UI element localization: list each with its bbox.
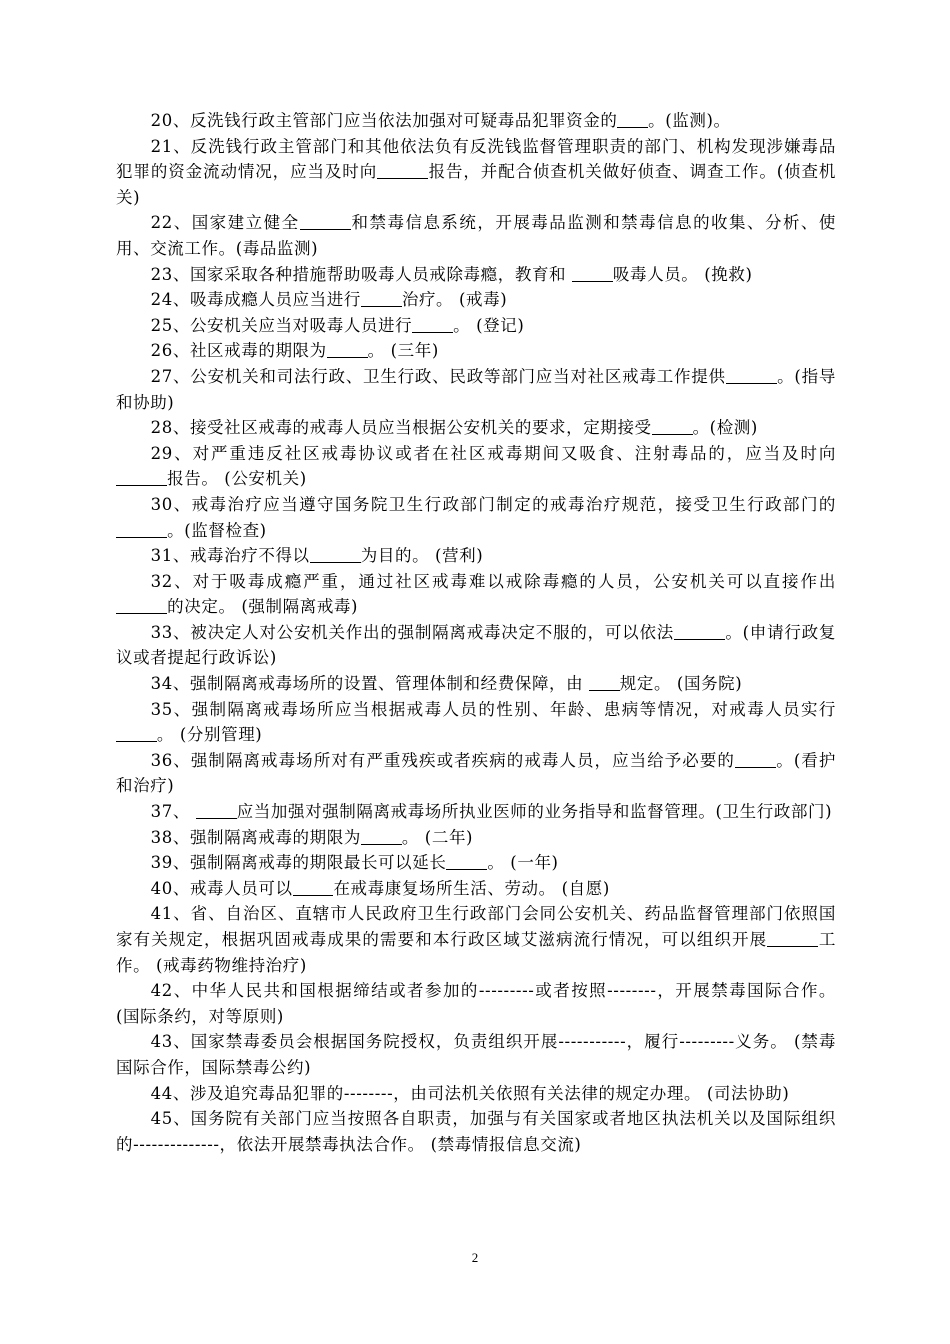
question-number: 34 (150, 674, 173, 694)
question-number: 37 (150, 802, 173, 822)
question-item (116, 441, 836, 492)
fill-blank (327, 341, 368, 359)
question-item (116, 287, 836, 313)
question-number: 23 (150, 264, 173, 284)
question-number: 20 (150, 111, 173, 130)
question-text: 、国务院有关部门应当按照各自职责，加强与有关国家或者地区执法机关以及国际组织的--------------，依法开展禁毒执法合作。 (禁毒情报信息交流) (116, 1109, 836, 1154)
question-answer-text: 在戒毒康复场所生活、劳动。 (自愿) (333, 878, 610, 898)
question-answer-text: 。 (分别管理) (156, 725, 263, 745)
question-text: 、国家禁毒委员会根据国务院授权，负责组织开展-----------，履行---------义务。 (禁毒国际合作，国际禁毒公约) (116, 1032, 836, 1077)
question-text: 、对严重违反社区戒毒协议或者在社区戒毒期间又吸食、注射毒品的，应当及时向 (172, 443, 836, 463)
page-number: 2 (471, 1250, 479, 1265)
fill-blank (310, 546, 361, 564)
question-answer-text: 工作。 (戒毒药物维持治疗) (116, 930, 836, 975)
question-text: 、反洗钱行政主管部门应当依法加强对可疑毒品犯罪资金的 (172, 111, 618, 130)
fill-blank (377, 162, 428, 180)
question-text: 、社区戒毒的期限为 (172, 341, 327, 361)
fill-blank (412, 315, 453, 333)
question-answer-text: 应当加强对强制隔离戒毒场所执业医师的业务指导和监督管理。(卫生行政部门) (236, 802, 833, 822)
fill-blank (726, 366, 777, 384)
question-number: 42 (150, 981, 173, 1001)
question-number: 28 (150, 418, 173, 438)
question-answer-text: 。(申请行政复议或者提起行政诉讼) (116, 622, 837, 668)
question-number: 32 (150, 571, 173, 591)
fill-blank (572, 264, 613, 282)
question-number: 21 (150, 136, 173, 156)
question-text: 、接受社区戒毒的戒毒人员应当根据公安机关的要求，定期接受 (172, 418, 652, 438)
question-answer-text: 。 (登记) (453, 315, 525, 335)
question-text: 、公安机关和司法行政、卫生行政、民政等部门应当对社区戒毒工作提供 (172, 366, 726, 386)
question-item (116, 1106, 836, 1157)
fill-blank (735, 750, 776, 768)
question-item (116, 697, 836, 748)
fill-blank (116, 520, 167, 538)
question-answer-text: 的决定。 (强制隔离戒毒) (167, 597, 359, 617)
question-item (116, 825, 836, 851)
question-item (116, 210, 836, 261)
question-text: 、中华人民共和国根据缔结或者参加的---------或者按照--------，开展禁毒国际合作。 (国际条约，对等原则) (116, 981, 836, 1026)
question-item (116, 262, 836, 288)
question-answer-text: 为目的。 (营利) (360, 546, 484, 566)
question-item (116, 543, 836, 569)
fill-blank (116, 597, 167, 615)
fill-blank (767, 930, 818, 948)
question-item (116, 876, 836, 902)
question-text: 、强制隔离戒毒的期限为 (172, 827, 361, 847)
question-number: 29 (150, 443, 173, 463)
question-number: 35 (150, 699, 173, 719)
question-answer-text: 治疗。 (戒毒) (401, 290, 508, 310)
question-text: 、被决定人对公安机关作出的强制隔离戒毒决定不服的，可以依法 (172, 622, 674, 642)
question-answer-text: 。(检测) (692, 418, 758, 438)
question-number: 44 (150, 1083, 173, 1103)
question-number: 26 (150, 341, 173, 361)
question-answer-text: 。(监测)。 (648, 111, 731, 130)
question-item (116, 108, 836, 134)
question-answer-text: 。(看护和治疗) (116, 750, 837, 796)
question-number: 38 (150, 827, 173, 847)
question-number: 45 (150, 1109, 173, 1129)
question-text: 、 (172, 802, 196, 822)
question-text: 、强制隔离戒毒场所对有严重残疾或者疾病的戒毒人员，应当给予必要的 (172, 750, 735, 770)
fill-blank (116, 469, 167, 487)
question-item (116, 1029, 836, 1080)
question-item (116, 1081, 836, 1107)
question-number: 43 (150, 1032, 173, 1052)
question-text: 、涉及追究毒品犯罪的--------，由司法机关依照有关法律的规定办理。 (司法协助) (172, 1083, 790, 1103)
question-answer-text: 。 (一年) (487, 853, 559, 873)
question-number: 27 (150, 366, 173, 386)
question-text: 、戒毒治疗不得以 (172, 546, 310, 566)
question-item (116, 492, 836, 543)
question-text: 、公安机关应当对吸毒人员进行 (172, 315, 413, 335)
question-text: 、国家建立健全 (172, 213, 300, 233)
question-answer-text: 。 (三年) (367, 341, 439, 361)
fill-blank (589, 674, 620, 692)
question-answer-text: 报告。 (公安机关) (167, 469, 307, 489)
question-item (116, 850, 836, 876)
question-text: 、戒毒治疗应当遵守国务院卫生行政部门制定的戒毒治疗规范，接受卫生行政部门的 (172, 494, 836, 514)
question-item (116, 313, 836, 339)
question-number: 40 (150, 878, 173, 898)
question-number: 24 (150, 290, 173, 310)
question-answer-text: 规定。 (国务院) (619, 674, 743, 694)
question-text: 、强制隔离戒毒场所的设置、管理体制和经费保障，由 (172, 674, 590, 694)
question-number: 33 (150, 622, 173, 642)
fill-blank (116, 725, 157, 743)
question-item (116, 338, 836, 364)
question-item (116, 799, 836, 825)
fill-blank (293, 878, 334, 896)
question-answer-text: 。(指导和协助) (116, 366, 836, 412)
question-answer-text: 报告，并配合侦查机关做好侦查、调查工作。(侦查机关) (116, 162, 836, 207)
question-text: 、省、自治区、直辖市人民政府卫生行政部门会同公安机关、药品监督管理部门依照国家有关规定，根据巩固戒毒成果的需要和本行政区域艾滋病流行情况，可以组织开展 (116, 904, 836, 949)
fill-blank (446, 853, 487, 871)
question-item (116, 364, 836, 415)
fill-blank (652, 418, 693, 436)
question-answer-text: 。 (二年) (401, 827, 474, 847)
question-number: 36 (150, 750, 173, 770)
fill-blank (300, 213, 351, 231)
question-item (116, 671, 836, 697)
question-list (116, 108, 836, 1157)
question-text: 、戒毒人员可以 (172, 878, 293, 898)
question-item (116, 978, 836, 1029)
question-item (116, 620, 836, 671)
question-text: 、强制隔离戒毒场所应当根据戒毒人员的性别、年龄、患病等情况，对戒毒人员实行 (172, 699, 836, 719)
question-answer-text: 。(监督检查) (167, 520, 267, 540)
question-number: 30 (150, 494, 173, 514)
question-number: 22 (150, 213, 173, 233)
fill-blank (361, 827, 402, 845)
fill-blank (361, 290, 402, 308)
question-text: 、对于吸毒成瘾严重，通过社区戒毒难以戒除毒瘾的人员，公安机关可以直接作出 (172, 571, 836, 591)
question-text: 、吸毒成瘾人员应当进行 (172, 290, 361, 310)
question-answer-text: 吸毒人员。 (挽救) (612, 264, 753, 284)
question-item (116, 569, 836, 620)
question-number: 39 (150, 853, 173, 873)
question-answer-text: 和禁毒信息系统，开展毒品监测和禁毒信息的收集、分析、使用、交流工作。(毒品监测) (116, 213, 837, 258)
fill-blank (196, 802, 237, 820)
question-number: 41 (150, 904, 173, 924)
question-item (116, 901, 836, 978)
question-text: 、强制隔离戒毒的期限最长可以延长 (172, 853, 447, 873)
question-text: 、反洗钱行政主管部门和其他依法负有反洗钱监督管理职责的部门、机构发现涉嫌毒品犯罪的资金流动情况，应当及时向 (116, 136, 836, 182)
question-number: 31 (150, 546, 173, 566)
question-item (116, 415, 836, 441)
question-item (116, 134, 836, 211)
question-item (116, 748, 836, 799)
question-number: 25 (150, 315, 173, 335)
fill-blank (617, 111, 648, 129)
question-text: 、国家采取各种措施帮助吸毒人员戒除毒瘾，教育和 (172, 264, 572, 284)
fill-blank (674, 622, 725, 640)
